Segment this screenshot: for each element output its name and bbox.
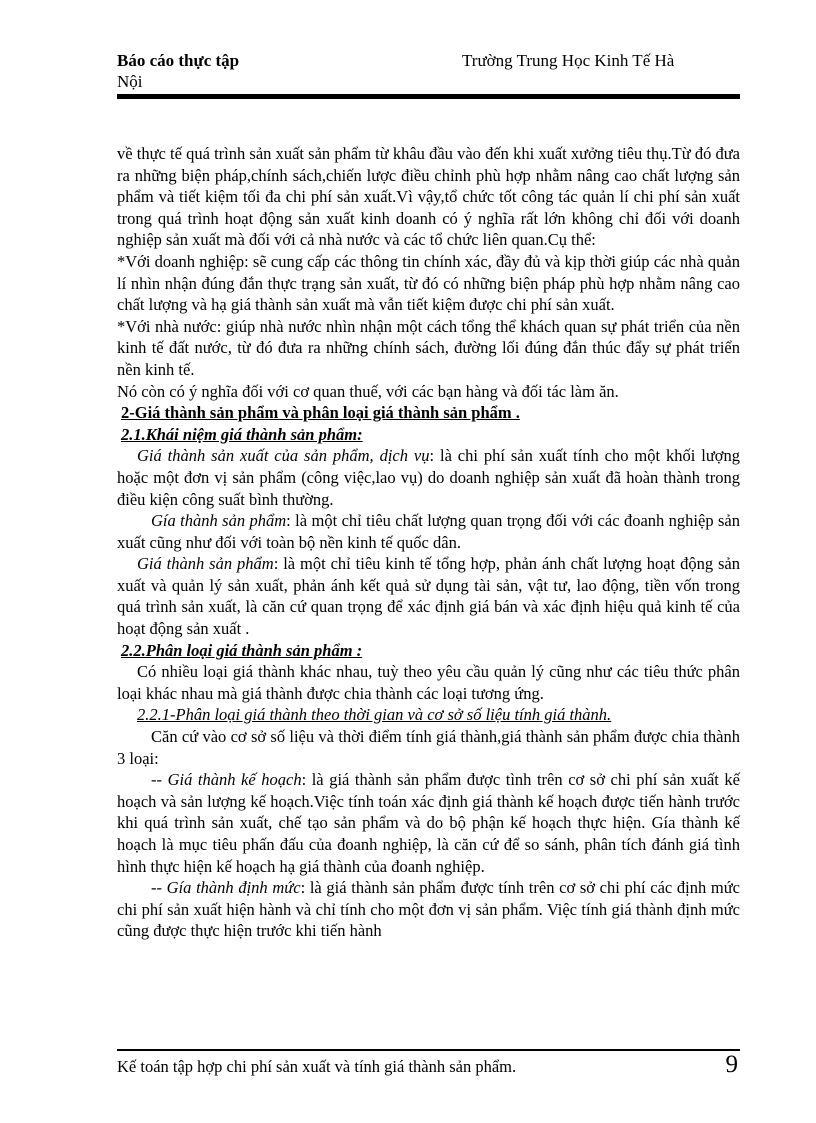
footer-text: Kế toán tập hợp chi phí sản xuất và tính giá thành sản phẩm. xyxy=(117,1057,517,1076)
term: Gía thành định mức xyxy=(166,878,301,898)
subsection-heading xyxy=(117,424,740,446)
term: Gía thành sản phẩm xyxy=(151,511,287,531)
paragraph: -- Giá thành kế hoạch: là giá thành sản phẩm được tình trên cơ sở chi phí sản xuất kế hoạch và sản lượng kế hoạch.Việc tính toán xác định giá thành kế hoạch được tiến hành trước khi quá trình sản xuất, chế tạo sản phẩm và do bộ phận kế hoạch thực hiện. Gía thành kế hoạch là mục tiêu phấn đấu của đoanh nghiệp, là căn cứ để so sánh, phân tích đánh giá tình hình thực hiện kế hoạch hạ giá thành của đoanh nghiệp. xyxy=(117,770,741,876)
paragraph: *Với nhà nước: giúp nhà nước nhìn nhận một cách tổng thể khách quan sự phát triển của nền kinh tế đất nước, từ đó đưa ra những chính sách, đường lối đúng đắn thúc đẩy sự phát triển nền kinh tế. xyxy=(117,316,740,379)
page-number: 9 xyxy=(725,1051,738,1078)
paragraph: Có nhiều loại giá thành khác nhau, tuỳ theo yêu cầu quản lý cũng như các tiêu thức phân loại khác nhau mà giá thành được chia thành các loại tương ứng. xyxy=(117,662,740,703)
paragraph: Giá thành sản xuất của sản phẩm, dịch vụ: là chi phí sản xuất tính cho một khối lượng hoặc một đơn vị sản phẩm (công việc,lao vụ) do doanh nghiệp sản xuất đã hoàn thành trong điều kiện công suất bình thường. xyxy=(117,446,740,509)
school-name-continued: Nội xyxy=(117,72,143,91)
paragraph: Gía thành sản phẩm: là một chỉ tiêu chất lượng quan trọng đối với các đoanh nghiệp sản xuất cũng như đối với toàn bộ nền kinh tế quốc dân. xyxy=(117,511,740,552)
paragraph: Nó còn có ý nghĩa đối với cơ quan thuế, với các bạn hàng và đối tác làm ăn. xyxy=(117,381,619,401)
school-name: Trường Trung Học Kinh Tế Hà xyxy=(462,51,675,70)
term: Giá thành sản phẩm xyxy=(137,554,274,574)
subsection-heading xyxy=(117,640,740,662)
report-title: Báo cáo thực tập xyxy=(117,51,240,70)
subsubsection-heading-text: 2.2.1-Phân loại giá thành theo thời gian và cơ sở số liệu tính giá thành. xyxy=(137,705,612,725)
page-header xyxy=(117,50,740,92)
page-body xyxy=(117,143,740,942)
subsubsection-heading xyxy=(117,704,740,726)
paragraph: Giá thành sản phẩm: là một chỉ tiêu kinh tế tổng hợp, phản ánh chất lượng hoạt động sản xuất và quản lý sản xuất, phản ánh kết quả sử dụng tài sản, vật tư, lao động, tiền vốn trong quá trình sản xuất, là căn cứ quan trọng để xác định giá bán và xác định hiệu quả kinh tế của hoạt động sản xuất . xyxy=(117,554,740,639)
header-rule xyxy=(117,94,740,99)
term: Giá thành kế hoạch xyxy=(167,770,302,790)
term: Giá thành sản xuất của sản phẩm, dịch vụ xyxy=(137,446,430,466)
paragraph: *Với doanh nghiệp: sẽ cung cấp các thông tin chính xác, đầy đủ và kịp thời giúp các nhà quản lí nhìn nhận đúng đắn thực trạng sản xuất, từ đó có những biện pháp phù hợp nhằm nâng cao chất lượng và hạ giá thành sản xuất mà vẫn tiết kiệm được chi phí sản xuất. xyxy=(117,251,740,315)
subsection-heading-text: 2.1.Khái niệm giá thành sản phẩm: xyxy=(121,424,363,444)
section-heading xyxy=(117,402,740,424)
footer-rule xyxy=(117,1049,740,1051)
page-footer xyxy=(117,1051,740,1078)
paragraph: Căn cứ vào cơ sở số liệu và thời điểm tính giá thành,giá thành sản phẩm được chia thành 3 loại: xyxy=(117,727,740,768)
subsection-heading-text: 2.2.Phân loại giá thành sản phẩm : xyxy=(121,640,363,660)
paragraph: -- Gía thành định mức: là giá thành sản phẩm được tính trên cơ sở chi phí các định mức chi phí sản xuất hiện hành và chỉ tính cho một đơn vị sản phẩm. Việc tính giá thành định mức cũng được thực hiện trước khi tiến hành xyxy=(117,878,740,941)
section-heading-text: 2-Giá thành sản phẩm và phân loại giá thành sản phẩm . xyxy=(121,403,520,423)
paragraph: về thực tế quá trình sản xuất sản phẩm từ khâu đầu vào đến khi xuất xưởng tiêu thụ.Từ đó đưa ra những biện pháp,chính sách,chiến lược điều chỉnh phù hợp nhằm nâng cao chất lượng sản phẩm và tiết kiệm tối đa chi phí sản xuất.Vì vậy,tổ chức tốt công tác quản lí chi phí sản xuất trong quá trình hoạt động sản xuất kinh doanh có ý nghĩa rất lớn không chỉ đối với doanh nghiệp sản xuất mà đối với cả nhà nước và các tổ chức liên quan.Cụ thể: xyxy=(117,144,740,250)
